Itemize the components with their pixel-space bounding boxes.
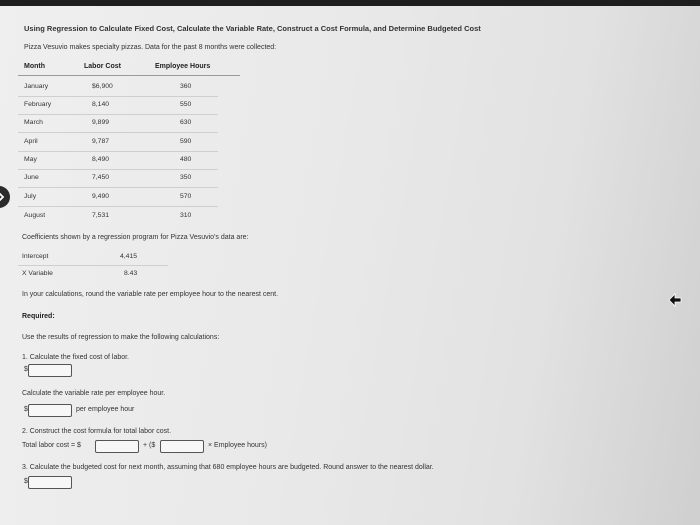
cell-hours: 310 [180, 212, 192, 219]
cell-hours: 630 [180, 119, 192, 126]
cell-month: July [24, 193, 37, 200]
col-header-labor-cost: Labor Cost [84, 63, 121, 70]
cell-hours: 350 [180, 174, 192, 181]
row-divider [18, 114, 218, 115]
question-2-text: 2. Construct the cost formula for total labor cost. [22, 428, 172, 435]
intercept-label: Intercept [22, 253, 49, 260]
cell-cost: 8,490 [92, 156, 110, 163]
row-divider [18, 132, 218, 133]
cell-hours: 360 [180, 83, 192, 90]
x-variable-value: 8.43 [124, 270, 138, 277]
cell-month: August [24, 212, 46, 219]
coefficients-intro: Coefficients shown by a regression program for Pizza Vesuvio's data are: [22, 234, 249, 241]
cell-month: January [24, 83, 49, 90]
variable-rate-input[interactable] [28, 404, 72, 417]
cell-cost: 9,899 [92, 119, 110, 126]
mouse-pointer-icon [668, 293, 682, 312]
cell-cost: 7,450 [92, 174, 110, 181]
cell-hours: 590 [180, 138, 192, 145]
row-divider [18, 169, 218, 170]
variable-rate-text: Calculate the variable rate per employee hour. [22, 390, 166, 397]
instructions-text: Use the results of regression to make the following calculations: [22, 334, 220, 341]
row-divider [18, 265, 168, 266]
row-divider [18, 151, 218, 152]
row-divider [18, 187, 218, 188]
employee-hours-label: × Employee hours) [208, 442, 267, 449]
fixed-cost-input[interactable] [28, 364, 72, 377]
cell-hours: 550 [180, 101, 192, 108]
cell-cost: 7,531 [92, 212, 110, 219]
intercept-value: 4,415 [120, 253, 138, 260]
col-header-employee-hours: Employee Hours [155, 63, 211, 70]
cell-hours: 480 [180, 156, 192, 163]
row-divider [18, 206, 218, 207]
cell-month: May [24, 156, 37, 163]
cell-month: February [24, 101, 52, 108]
cell-month: March [24, 119, 43, 126]
required-heading: Required: [22, 313, 55, 320]
page-title: Using Regression to Calculate Fixed Cost, Calculate the Variable Rate, Construct a Cost Formula, and Determine Budgeted Cost [24, 24, 481, 33]
cell-month: April [24, 138, 38, 145]
header-divider [18, 75, 240, 76]
total-labor-cost-label: Total labor cost = $ [22, 442, 81, 449]
formula-fixed-input[interactable] [95, 440, 139, 453]
dollar-sign: $ [24, 406, 28, 413]
budgeted-cost-input[interactable] [28, 476, 72, 489]
intro-text: Pizza Vesuvio makes specialty pizzas. Data for the past 8 months were collected: [24, 44, 277, 51]
dollar-sign: $ [24, 366, 28, 373]
cell-cost: 9,490 [92, 193, 110, 200]
homework-page [0, 6, 700, 525]
dollar-sign: $ [24, 478, 28, 485]
x-variable-label: X Variable [22, 270, 53, 277]
per-employee-hour-label: per employee hour [76, 406, 135, 413]
col-header-month: Month [24, 63, 45, 70]
row-divider [18, 96, 218, 97]
rounding-note: In your calculations, round the variable rate per employee hour to the nearest cent. [22, 291, 279, 298]
question-3-text: 3. Calculate the budgeted cost for next month, assuming that 680 employee hours are budgeted. Round answer to the nearest dollar. [22, 464, 434, 471]
question-1-text: 1. Calculate the fixed cost of labor. [22, 354, 130, 361]
formula-rate-input[interactable] [160, 440, 204, 453]
cell-hours: 570 [180, 193, 192, 200]
cell-cost: 9,787 [92, 138, 110, 145]
cell-cost: 8,140 [92, 101, 110, 108]
formula-plus-label: + ($ [143, 442, 156, 449]
cell-cost: $6,900 [92, 83, 113, 90]
cell-month: June [24, 174, 39, 181]
chevron-right-icon[interactable] [0, 186, 10, 208]
